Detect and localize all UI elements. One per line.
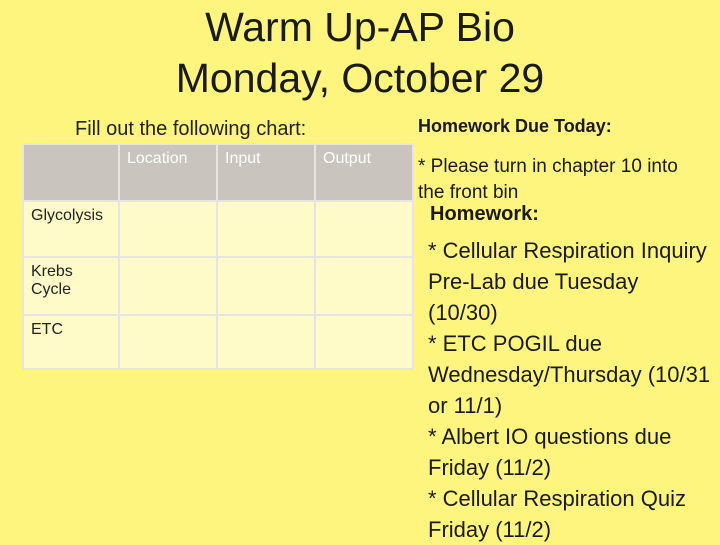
chart-cell [315, 257, 413, 315]
list-item: * Cellular Respiration Quiz Friday (11/2) [428, 486, 686, 542]
chart-row-label-krebs: Krebs Cycle [23, 257, 119, 315]
homework-list [428, 235, 713, 545]
title-line-1: Warm Up-AP Bio [205, 4, 515, 50]
chart-header-input: Input [217, 144, 315, 201]
chart-cell [315, 201, 413, 257]
table-row [23, 201, 413, 257]
chart-cell [119, 201, 217, 257]
homework-heading: Homework: [430, 203, 539, 225]
chart-cell [119, 315, 217, 369]
chart-instruction: Fill out the following chart: [75, 118, 307, 140]
respiration-chart [22, 143, 414, 370]
chart-cell [217, 315, 315, 369]
chart-row-label-etc: ETC [23, 315, 119, 369]
chart-header-location: Location [119, 144, 217, 201]
title-line-2: Monday, October 29 [175, 55, 545, 101]
table-row [23, 315, 413, 369]
chart-cell [217, 201, 315, 257]
homework-due-heading: Homework Due Today: [418, 116, 612, 136]
homework-due-text: * Please turn in chapter 10 into the front bin [418, 156, 678, 203]
list-item: * Albert IO questions due Friday (11/2) [428, 424, 672, 480]
chart-cell [217, 257, 315, 315]
table-row [23, 257, 413, 315]
list-item: * Cellular Respiration Inquiry Pre-Lab due Tuesday (10/30) [428, 238, 707, 325]
chart-corner-cell [23, 144, 119, 201]
chart-header-row [23, 144, 413, 201]
chart-cell [119, 257, 217, 315]
chart-row-label-glycolysis: Glycolysis [23, 201, 119, 257]
slide-title [0, 2, 720, 104]
chart-header-output: Output [315, 144, 413, 201]
chart-cell [315, 315, 413, 369]
list-item: * ETC POGIL due Wednesday/Thursday (10/31 or 11/1) [428, 331, 711, 418]
